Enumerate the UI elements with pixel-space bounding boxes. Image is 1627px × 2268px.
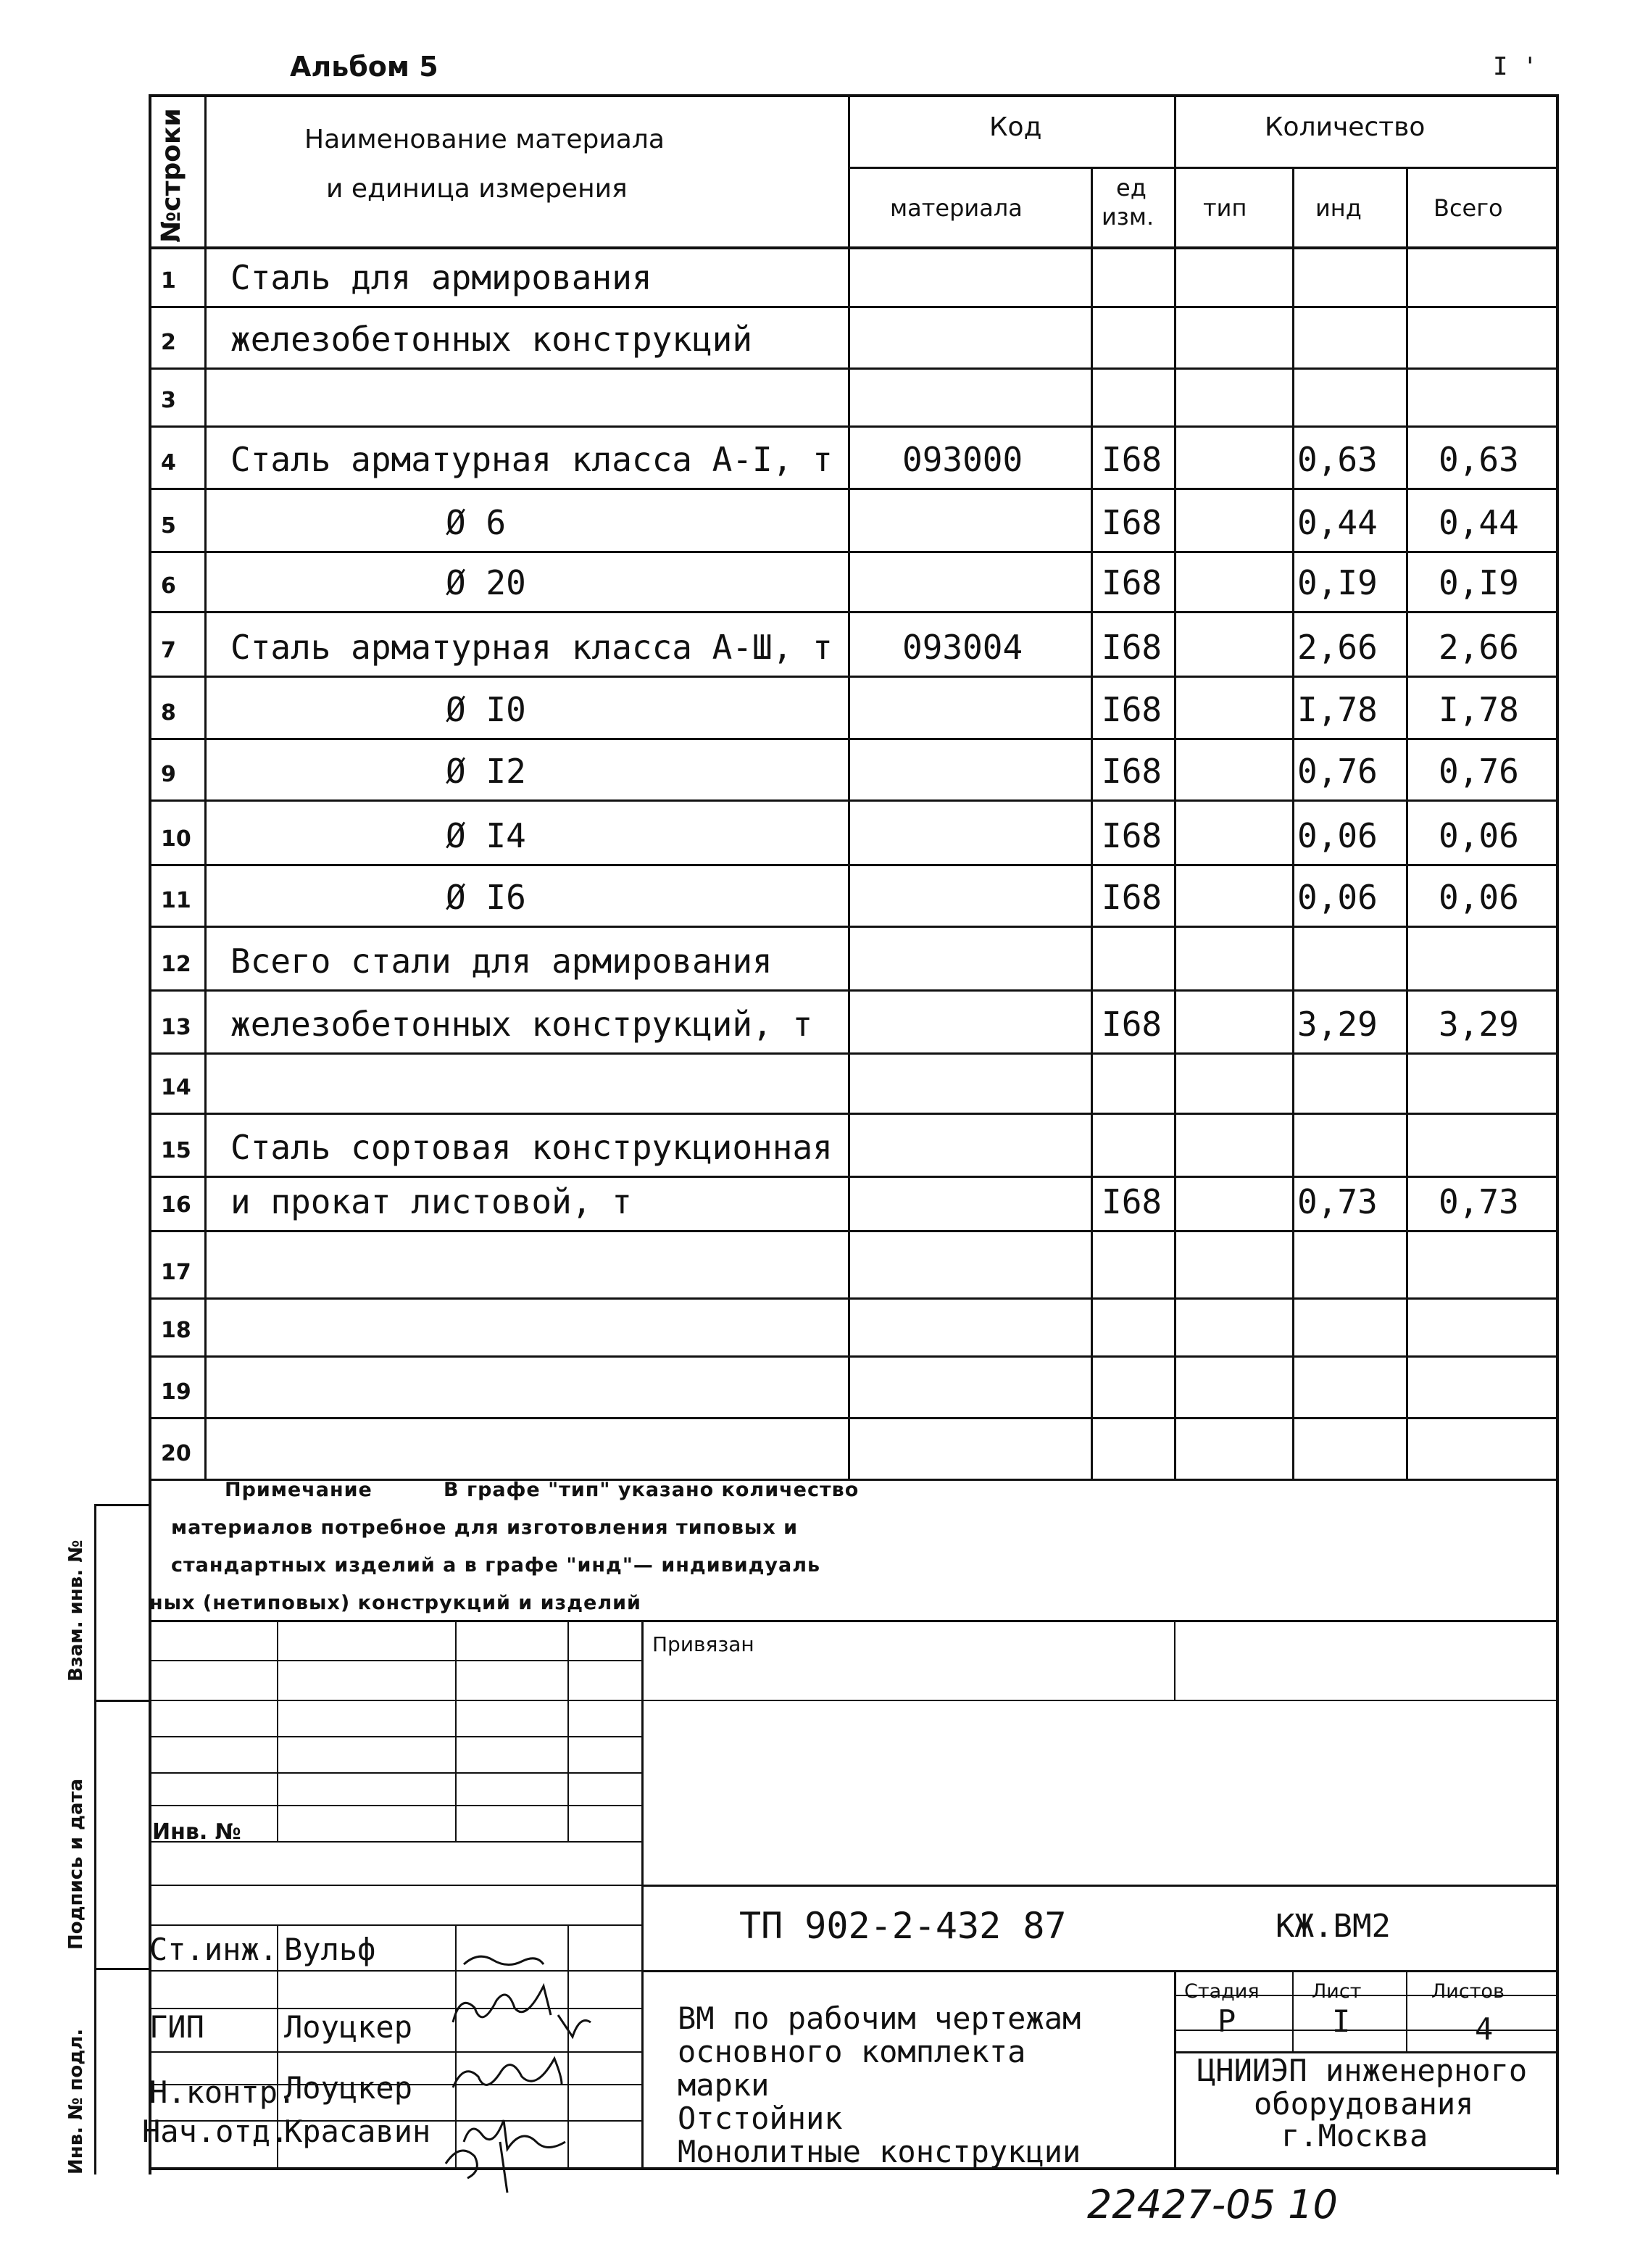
row-unit: I68 [1102, 752, 1162, 791]
row-number: 3 [161, 388, 176, 413]
row-ind: 0,76 [1297, 752, 1378, 791]
header-total: Всего [1433, 194, 1503, 222]
row-number: 6 [161, 573, 176, 599]
org-line-1: ЦНИИЭП инженерного [1197, 2053, 1528, 2088]
row-number: 9 [161, 762, 176, 787]
row-number: 7 [161, 638, 176, 663]
privyazan-label: Привязан [652, 1632, 754, 1656]
header-row-no: №строки [157, 108, 186, 243]
row-number: 8 [161, 700, 176, 726]
row-unit: I68 [1102, 563, 1162, 602]
row-name: Ø I6 [446, 878, 526, 917]
row-number: 14 [161, 1075, 191, 1100]
row-name: Ø 6 [446, 503, 507, 542]
row-number: 2 [161, 330, 176, 355]
row-unit: I68 [1102, 1182, 1162, 1221]
inv-no-label: Инв. № [152, 1819, 241, 1845]
row-number: 12 [161, 952, 191, 977]
header-code: Код [989, 112, 1042, 142]
header-unit-line1: ед [1116, 174, 1147, 202]
row-name: железобетонных конструкций, т [230, 1005, 813, 1044]
row-name: Сталь арматурная класса А-Ш, т [230, 628, 833, 667]
stage-label: Стадия [1184, 1980, 1260, 2003]
row-total: I,78 [1439, 690, 1519, 729]
row-ind: 0,73 [1297, 1182, 1378, 1221]
signer-role-2: ГИП [149, 2009, 204, 2045]
row-code: 093000 [902, 440, 1023, 479]
header-material: материала [890, 194, 1023, 222]
row-unit: I68 [1102, 440, 1162, 479]
sheet-label: Лист [1312, 1980, 1362, 2003]
header-name-line1: Наименование материала [304, 125, 665, 154]
row-name: Всего стали для армирования [230, 942, 773, 981]
org-line-3: г.Москва [1281, 2118, 1428, 2153]
row-total: 0,06 [1439, 878, 1519, 917]
sheets-label: Листов [1431, 1980, 1505, 2003]
header-quantity: Количество [1265, 112, 1426, 142]
row-name: Ø I0 [446, 690, 526, 729]
row-total: 0,76 [1439, 752, 1519, 791]
stage-value: Р [1218, 2003, 1236, 2039]
row-number: 15 [161, 1138, 191, 1163]
signer-name-2: Лоуцкер [284, 2009, 413, 2045]
note-line3: стандартных изделий а в графе "инд"— индивидуаль [171, 1554, 821, 1577]
mark: КЖ.ВМ2 [1276, 1908, 1391, 1945]
row-total: 2,66 [1439, 628, 1519, 667]
title-line-3: марки [678, 2067, 770, 2103]
signer-role-3: Н.контр. [149, 2074, 296, 2110]
row-total: 0,I9 [1439, 563, 1519, 602]
signer-name-3: Лоуцкер [284, 2070, 413, 2106]
row-total: 0,63 [1439, 440, 1519, 479]
signer-role-1: Ст.инж. [149, 1932, 278, 1967]
sheets-value: 4 [1475, 2011, 1494, 2047]
row-ind: 0,44 [1297, 503, 1378, 542]
corner-mark: I ' [1493, 52, 1538, 81]
row-name: Ø 20 [446, 563, 526, 602]
row-number: 18 [161, 1318, 191, 1343]
header-unit-line2: изм. [1102, 203, 1154, 230]
note-line2: материалов потребное для изготовления типовых и [171, 1516, 799, 1539]
row-code: 093004 [902, 628, 1023, 667]
row-name: железобетонных конструкций [230, 320, 753, 359]
org-line-2: оборудования [1254, 2086, 1474, 2122]
sheet-value: I [1332, 2003, 1351, 2039]
designation: ТП 902-2-432 87 [739, 1905, 1067, 1947]
row-total: 0,44 [1439, 503, 1519, 542]
row-unit: I68 [1102, 816, 1162, 855]
row-unit: I68 [1102, 878, 1162, 917]
signer-role-4: Нач.отд. [142, 2114, 289, 2149]
footer-code: 22427-05 10 [1087, 2182, 1338, 2227]
row-ind: 0,I9 [1297, 563, 1378, 602]
album-label: Альбом 5 [290, 51, 438, 83]
row-ind: 2,66 [1297, 628, 1378, 667]
title-line-2: основного комплекта [678, 2034, 1026, 2069]
row-number: 17 [161, 1260, 191, 1285]
row-unit: I68 [1102, 628, 1162, 667]
row-unit: I68 [1102, 503, 1162, 542]
row-ind: 3,29 [1297, 1005, 1378, 1044]
header-name-line2: и единица измерения [326, 174, 628, 204]
row-number: 11 [161, 888, 191, 913]
title-line-5: Монолитные конструкции [678, 2134, 1081, 2169]
note-title: Примечание [225, 1479, 373, 1501]
row-total: 3,29 [1439, 1005, 1519, 1044]
row-ind: 0,06 [1297, 816, 1378, 855]
row-name: Ø I2 [446, 752, 526, 791]
row-name: Сталь арматурная класса А-I, т [230, 440, 833, 479]
row-ind: 0,63 [1297, 440, 1378, 479]
row-total: 0,06 [1439, 816, 1519, 855]
row-name: Сталь для армирования [230, 258, 652, 297]
row-unit: I68 [1102, 1005, 1162, 1044]
row-number: 1 [161, 268, 176, 294]
row-name: Ø I4 [446, 816, 526, 855]
row-number: 10 [161, 826, 191, 852]
row-number: 5 [161, 513, 176, 539]
title-line-1: ВМ по рабочим чертежам [678, 2001, 1081, 2036]
row-unit: I68 [1102, 690, 1162, 729]
note-line1: В графе "тип" указано количество [444, 1479, 860, 1501]
signer-name-1: Вульф [284, 1932, 376, 1967]
side-label-inv-podl: Инв. № подл. [65, 2028, 87, 2174]
row-number: 13 [161, 1015, 191, 1040]
title-line-4: Отстойник [678, 2101, 843, 2136]
note-line4: ных (нетиповых) конструкций и изделий [149, 1592, 641, 1614]
row-number: 16 [161, 1192, 191, 1218]
header-ind: инд [1315, 194, 1362, 222]
side-label-podpis: Подпись и дата [65, 1778, 87, 1950]
side-label-vzam: Взам. инв. № [65, 1540, 87, 1682]
row-ind: I,78 [1297, 690, 1378, 729]
row-number: 19 [161, 1379, 191, 1405]
row-name: и прокат листовой, т [230, 1182, 632, 1221]
row-number: 4 [161, 450, 176, 475]
row-number: 20 [161, 1441, 191, 1466]
header-type: тип [1203, 194, 1247, 222]
row-ind: 0,06 [1297, 878, 1378, 917]
row-total: 0,73 [1439, 1182, 1519, 1221]
signer-name-4: Красавин [284, 2114, 431, 2149]
row-name: Сталь сортовая конструкционная [230, 1128, 833, 1167]
